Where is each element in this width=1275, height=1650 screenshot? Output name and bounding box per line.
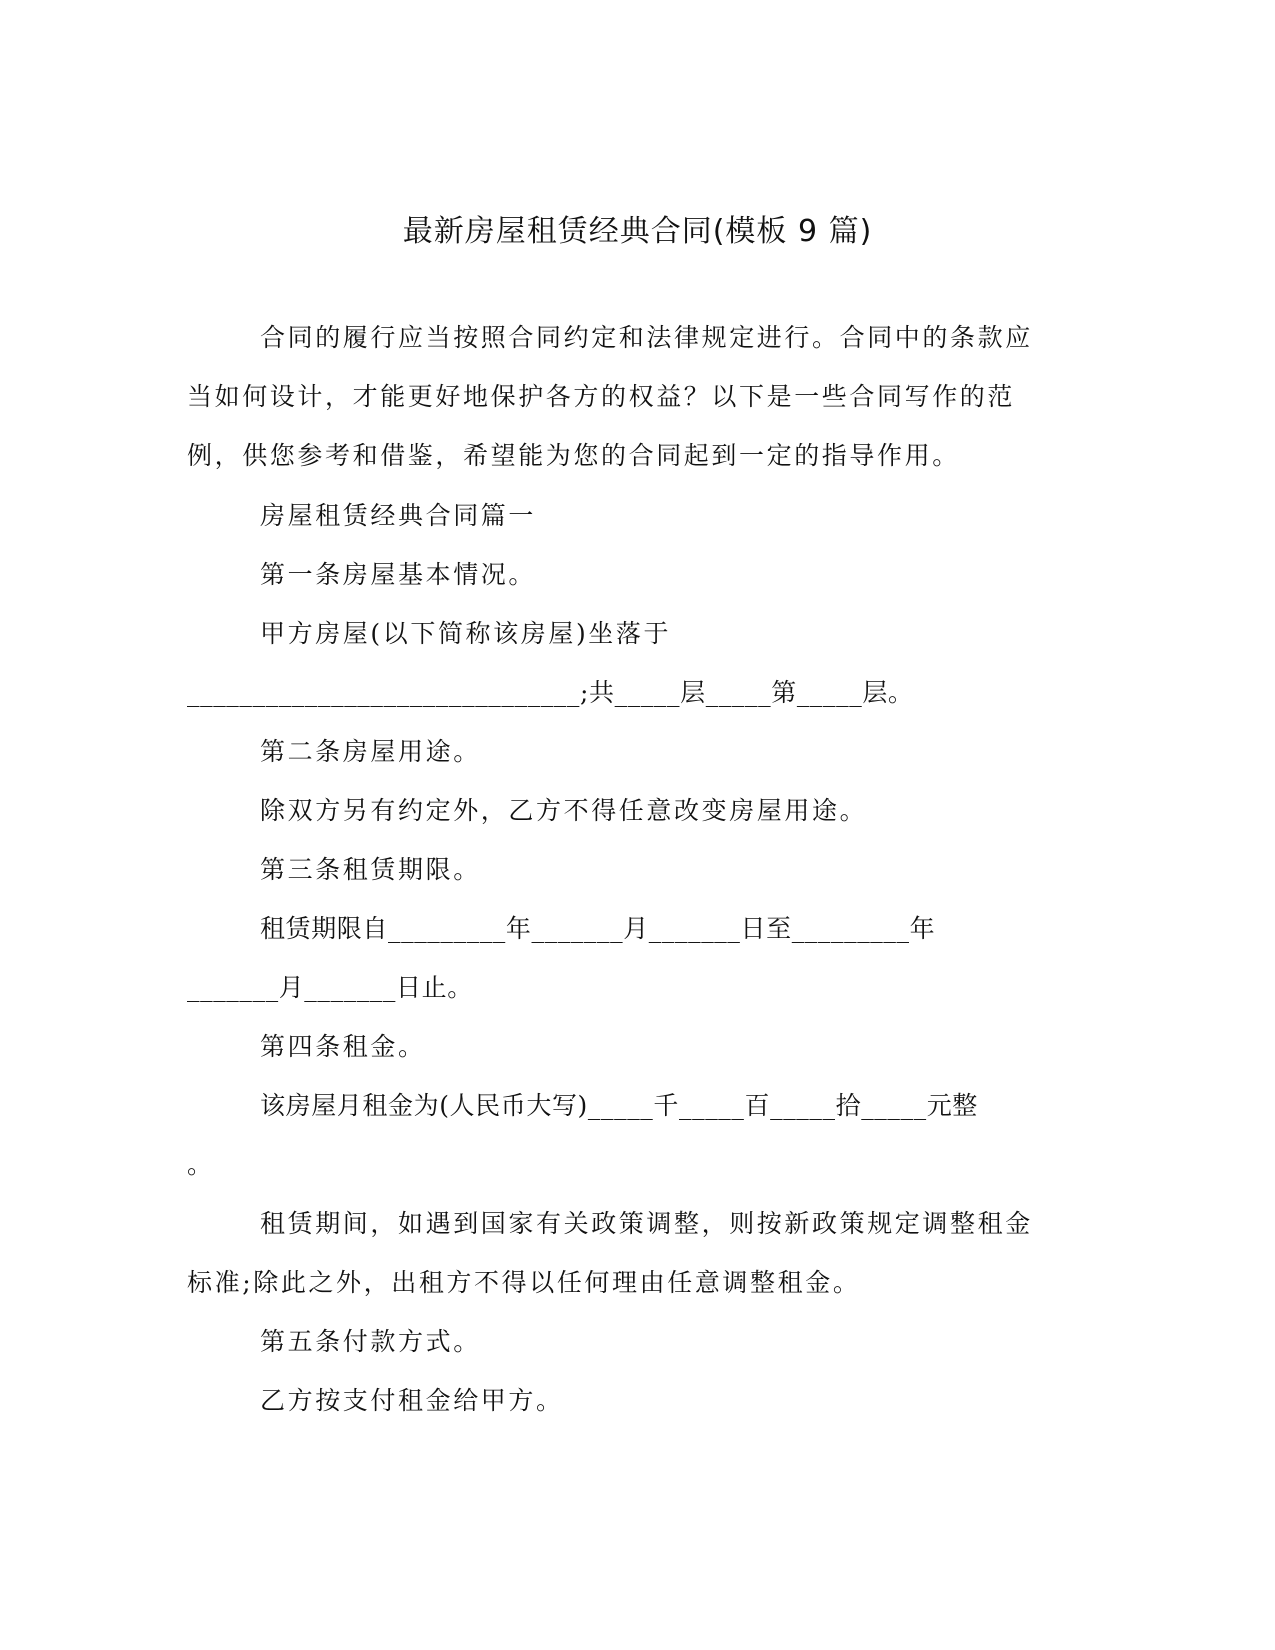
article-4-text-4: 标准;除此之外，出租方不得以任何理由任意调整租金。 <box>187 1268 861 1297</box>
article-5-heading: 第五条付款方式。 <box>260 1327 481 1356</box>
article-2-heading: 第二条房屋用途。 <box>260 737 481 766</box>
article-5-text: 乙方按支付租金给甲方。 <box>260 1386 564 1415</box>
article-4-text-1: 该房屋月租金为(人民币大写)_____千_____百_____拾_____元整 <box>260 1091 978 1120</box>
article-4-text-2: 。 <box>187 1150 215 1179</box>
article-2-text: 除双方另有约定外，乙方不得任意改变房屋用途。 <box>260 796 868 825</box>
article-1-text: 甲方房屋(以下简称该房屋)坐落于 <box>260 619 672 648</box>
section-heading: 房屋租赁经典合同篇一 <box>260 501 537 530</box>
intro-line-1: 合同的履行应当按照合同约定和法律规定进行。合同中的条款应 <box>260 323 1033 352</box>
article-4-text-3: 租赁期间，如遇到国家有关政策调整，则按新政策规定调整租金 <box>260 1209 1033 1238</box>
intro-line-3: 例，供您参考和借鉴，希望能为您的合同起到一定的指导作用。 <box>187 441 960 470</box>
page-title: 最新房屋租赁经典合同(模板 9 篇) <box>402 214 873 249</box>
article-1-heading: 第一条房屋基本情况。 <box>260 560 537 589</box>
article-1-blanks: ______________________________;共_____层_____第_____层。 <box>187 678 914 707</box>
article-3-heading: 第三条租赁期限。 <box>260 855 481 884</box>
intro-line-2: 当如何设计，才能更好地保护各方的权益？以下是一些合同写作的范 <box>187 382 1016 411</box>
article-3-text-2: _______月_______日止。 <box>187 973 473 1002</box>
article-4-heading: 第四条租金。 <box>260 1032 426 1061</box>
article-3-text-1: 租赁期限自_________年_______月_______日至_________年 <box>260 914 936 943</box>
